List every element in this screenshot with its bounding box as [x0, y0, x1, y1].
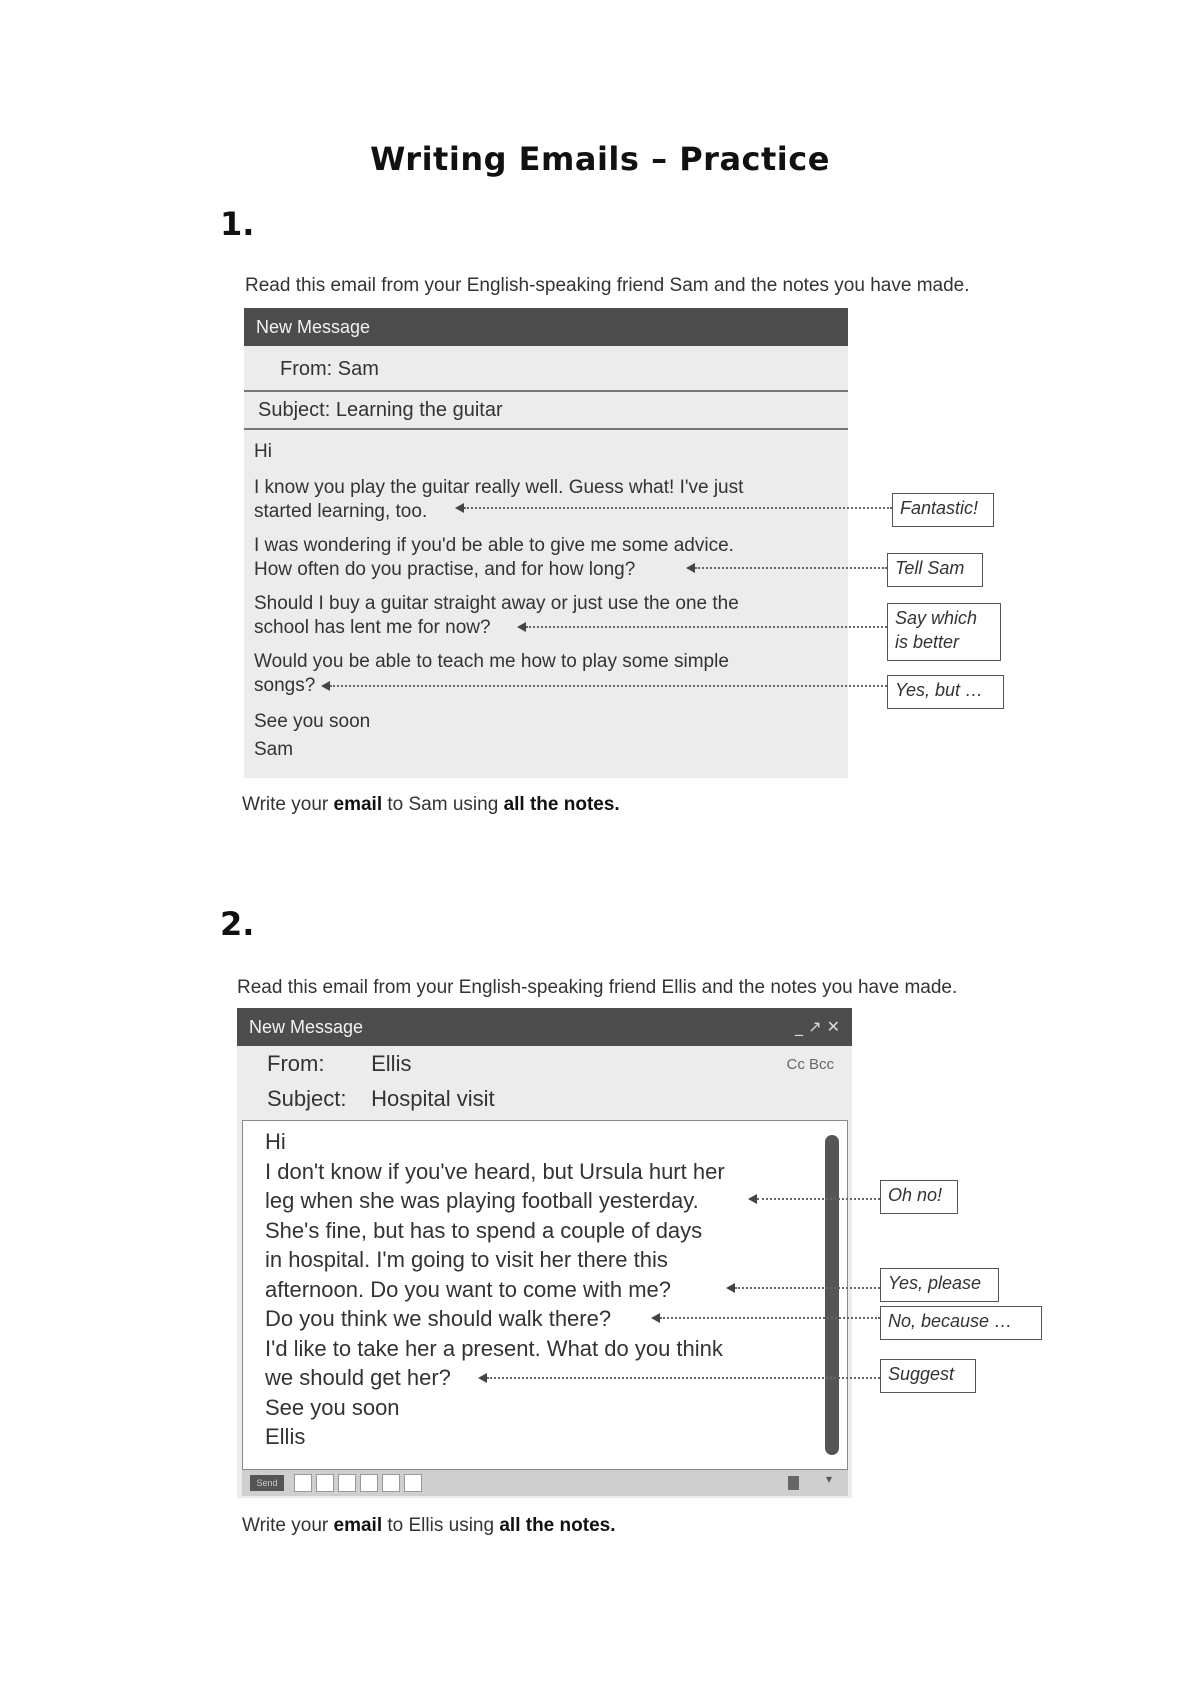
more-options-icon[interactable]: ▾ — [826, 1472, 833, 1486]
body-line: started learning, too. — [254, 501, 428, 522]
window-header: New Message — [237, 1008, 852, 1046]
body-line: leg when she was playing football yesterday. — [265, 1188, 699, 1213]
body-line: I know you play the guitar really well. Guess what! I've just — [254, 477, 744, 498]
note-suggest: Suggest — [880, 1359, 976, 1393]
subject-row — [244, 392, 848, 430]
exercise-2-instruction: Read this email from your English-speaking friend Ellis and the notes you have made. — [237, 977, 958, 998]
arrow-head-icon — [517, 622, 526, 632]
cc-bcc-link[interactable]: Cc Bcc — [786, 1056, 834, 1073]
connector-line — [330, 685, 887, 687]
task-bold: all the notes. — [503, 794, 620, 815]
task-bold: email — [333, 1515, 383, 1536]
note-yes-please: Yes, please — [880, 1268, 999, 1302]
connector-line — [464, 507, 892, 509]
from-value: Ellis — [371, 1051, 412, 1076]
body-line: I don't know if you've heard, but Ursula hurt her — [265, 1158, 725, 1184]
note-line: Say which — [895, 608, 978, 628]
body-line: school has lent me for now? — [254, 617, 491, 638]
body-line: afternoon. Do you want to come with me? — [265, 1276, 671, 1302]
subject-value: Learning the guitar — [335, 399, 503, 421]
from-label: From: — [267, 1051, 325, 1076]
exercise-number-1: 1. — [220, 205, 255, 243]
body-line: I was wondering if you'd be able to give me some advice. — [254, 535, 734, 556]
from-label: From: — [280, 358, 333, 380]
exercise-1-instruction: Read this email from your English-speaking friend Sam and the notes you have made. — [245, 275, 970, 296]
exercise-1-task — [242, 794, 620, 816]
format-icon[interactable] — [360, 1474, 378, 1492]
window-header: New Message — [244, 308, 848, 346]
note-say-which — [887, 603, 1001, 661]
task-bold: email — [333, 794, 383, 815]
note-fantastic: Fantastic! — [892, 493, 994, 527]
body-line: How often do you practise, and for how long? — [254, 559, 636, 580]
note-line: is better — [895, 632, 960, 652]
note-oh-no: Oh no! — [880, 1180, 958, 1214]
email-body-1 — [254, 430, 844, 775]
arrow-head-icon — [321, 681, 330, 691]
signature: Sam — [254, 739, 294, 760]
body-line: in hospital. I'm going to visit her there this — [265, 1247, 668, 1272]
connector-line — [695, 567, 887, 569]
task-text: Write your — [242, 794, 334, 815]
signature: Ellis — [265, 1424, 306, 1449]
trash-icon[interactable] — [788, 1476, 799, 1490]
arrow-head-icon — [478, 1373, 487, 1383]
body-line: Do you think we should walk there? — [265, 1306, 612, 1331]
arrow-head-icon — [686, 563, 695, 573]
connector-line — [660, 1317, 880, 1319]
subject-label: Subject: — [267, 1086, 347, 1111]
body-line: She's fine, but has to spend a couple of days — [265, 1217, 703, 1243]
from-value: Sam — [337, 358, 379, 380]
from-row — [237, 1046, 852, 1080]
task-text: Write your — [242, 1515, 334, 1536]
note-no-because: No, because … — [880, 1306, 1042, 1340]
subject-row — [237, 1080, 852, 1118]
exercise-number-2: 2. — [220, 905, 255, 943]
email-window-2 — [237, 1008, 852, 1498]
format-icon[interactable] — [316, 1474, 334, 1492]
page-title: Writing Emails – Practice — [370, 140, 830, 178]
note-yes-but: Yes, but … — [887, 675, 1004, 709]
scrollbar[interactable] — [825, 1135, 839, 1455]
connector-line — [487, 1377, 880, 1379]
email-window-1 — [244, 308, 848, 778]
note-tell-sam: Tell Sam — [887, 553, 983, 587]
closing: See you soon — [265, 1394, 400, 1420]
compose-toolbar — [242, 1470, 848, 1496]
body-line: we should get her? — [265, 1365, 451, 1390]
body-line: I'd like to take her a present. What do you think — [265, 1335, 723, 1361]
email-body-2[interactable] — [242, 1120, 848, 1470]
task-text: to Sam using — [382, 794, 504, 815]
format-icon[interactable] — [338, 1474, 356, 1492]
task-text: to Ellis using — [382, 1515, 500, 1536]
subject-label: Subject: — [258, 399, 331, 421]
body-line: Would you be able to teach me how to play some simple — [254, 651, 729, 672]
body-line: Should I buy a guitar straight away or just use the one the — [254, 593, 739, 614]
exercise-2-task — [242, 1515, 615, 1537]
greeting: Hi — [265, 1129, 286, 1154]
window-controls-icon[interactable]: _ ↗ ✕ — [795, 1017, 840, 1036]
arrow-head-icon — [651, 1313, 660, 1323]
arrow-head-icon — [455, 503, 464, 513]
subject-value: Hospital visit — [371, 1086, 495, 1111]
format-icon[interactable] — [404, 1474, 422, 1492]
format-icon[interactable] — [294, 1474, 312, 1492]
connector-line — [526, 626, 887, 628]
closing: See you soon — [254, 711, 371, 732]
greeting: Hi — [254, 441, 272, 462]
send-button[interactable]: Send — [250, 1475, 284, 1491]
task-bold: all the notes. — [499, 1515, 616, 1536]
connector-line — [735, 1287, 880, 1289]
arrow-head-icon — [726, 1283, 735, 1293]
connector-line — [757, 1198, 880, 1200]
from-row — [244, 346, 848, 392]
arrow-head-icon — [748, 1194, 757, 1204]
body-line: songs? — [254, 675, 316, 696]
format-icon[interactable] — [382, 1474, 400, 1492]
